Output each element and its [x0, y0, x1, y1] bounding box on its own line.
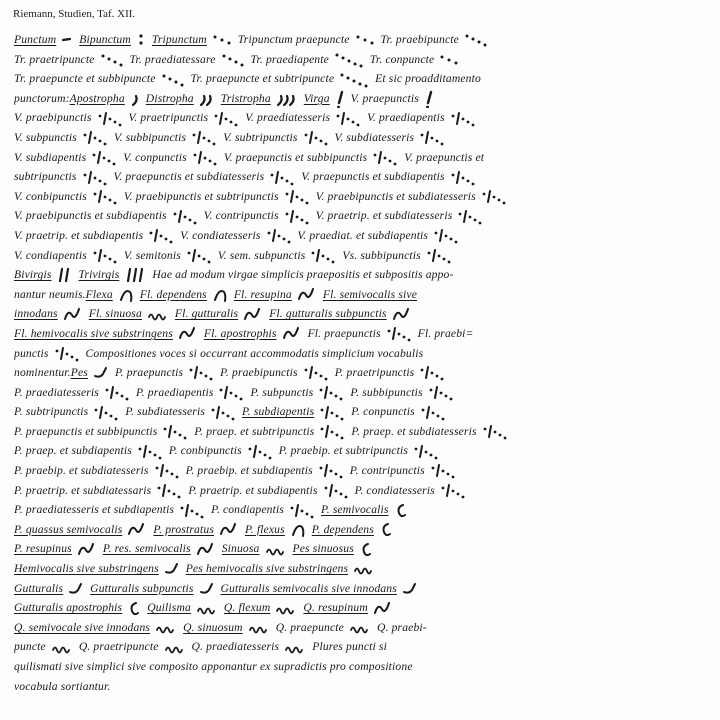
- neume-vdots-icon: [97, 110, 123, 128]
- text-line: [14, 148, 706, 168]
- term-p-prostratus: P. prostratus: [153, 522, 214, 536]
- term-trivirgis: Trivirgis: [78, 268, 120, 282]
- neume-resupina-icon: [282, 325, 302, 343]
- neume-vdots-icon: [433, 227, 459, 245]
- neume-hook-icon: [359, 541, 373, 559]
- neume-flexa-icon: [118, 286, 134, 304]
- neume-vdots-icon: [148, 227, 174, 245]
- term-tr-praebipuncte: Tr. praebipuncte: [380, 33, 459, 46]
- text-line: [14, 246, 706, 266]
- text-line: [14, 383, 706, 403]
- term-punctis: punctis: [14, 346, 49, 360]
- term-gutturalis-semivocalis-sive-innodans: Gutturalis semivocalis sive innodans: [220, 581, 397, 595]
- term-hemivocalis-sive-substringens: Hemivocalis sive substringens: [14, 562, 159, 576]
- text-line: [14, 69, 706, 89]
- term-v-praebipunctis-et-subdiapentis: V. praebipunctis et subdiapentis: [14, 209, 167, 223]
- neume-vdots-icon: [82, 169, 108, 187]
- text-line: [14, 265, 706, 285]
- term-hae-ad-modum-virgae-simplicis-praepositis-et-subpositis-appo: Hae ad modum virgae simplicis praepositis et subpositis appo-: [152, 268, 454, 282]
- term-p-praep-et-subtripunctis: P. praep. et subtripunctis: [194, 424, 315, 438]
- term-tr-praepuncte-et-subtripuncte: Tr. praepuncte et subtripuncte: [190, 72, 335, 86]
- term-tr-praediatessare: Tr. praediatessare: [129, 52, 216, 66]
- neume-resupina-icon: [196, 541, 216, 559]
- term-v-praepunctis-et-subbipunctis: V. praepunctis et subbipunctis: [223, 150, 368, 164]
- neume-dots3-icon: [439, 51, 459, 69]
- neume-flexa-icon: [290, 521, 306, 539]
- neume-resupina-icon: [178, 325, 198, 343]
- text-line: [14, 30, 706, 50]
- text-line: [14, 108, 706, 128]
- text-line: [14, 481, 706, 501]
- term-fl-dependens: Fl. dependens: [139, 287, 207, 301]
- text-line: [14, 579, 706, 599]
- term-v-praediat-et-subdiapentis: V. praediat. et subdiapentis: [297, 228, 429, 242]
- neume-vdots-icon: [420, 404, 446, 422]
- neume-table: [14, 30, 706, 696]
- term-v-sem-subpunctis: V. sem. subpunctis: [217, 248, 306, 262]
- term-puncte: puncte: [14, 640, 46, 654]
- term-v-subpunctis: V. subpunctis: [14, 130, 77, 144]
- term-apostropha: Apostropha: [69, 91, 125, 105]
- term-v-conbipunctis: V. conbipunctis: [14, 189, 87, 203]
- text-line: [14, 441, 706, 461]
- term-v-praepunctis-et-subdiapentis: V. praepunctis et subdiapentis: [301, 170, 445, 184]
- neume-wave-icon: [265, 541, 287, 559]
- neume-vdots-icon: [179, 502, 205, 520]
- term-v-praebipunctis-et-subtripunctis: V. praebipunctis et subtripunctis: [123, 189, 279, 203]
- term-innodans: innodans: [14, 307, 58, 321]
- term-pes-sinuosus: Pes sinuosus: [292, 542, 354, 556]
- term-p-resupinus: P. resupinus: [14, 542, 72, 556]
- term-q-praebi: Q. praebi-: [376, 620, 427, 634]
- neume-vdots-icon: [335, 110, 361, 128]
- term-pes: Pes: [70, 366, 88, 380]
- term-v-praebipunctis-et-subdiatesseris: V. praebipunctis et subdiatesseris: [315, 189, 476, 203]
- text-line: [14, 637, 706, 657]
- neume-vdots-icon: [192, 149, 218, 167]
- text-line: [14, 167, 706, 187]
- term-q-resupinum: Q. resupinum: [303, 601, 368, 615]
- term-gutturalis-subpunctis: Gutturalis subpunctis: [90, 581, 194, 595]
- term-v-subdiatesseris: V. subdiatesseris: [334, 130, 415, 144]
- term-p-conpunctis: P. conpunctis: [351, 405, 415, 419]
- neume-vdots-icon: [372, 149, 398, 167]
- neume-vdots-icon: [419, 364, 445, 382]
- text-line: [14, 128, 706, 148]
- term-nominentur: nominentur.: [14, 366, 71, 380]
- neume-virga-icon: [335, 90, 345, 108]
- neume-vdots-icon: [319, 423, 345, 441]
- neume-vdots-icon: [310, 247, 336, 265]
- term-distropha: Distropha: [145, 91, 194, 105]
- term-q-praepuncte: Q. praepuncte: [275, 620, 344, 634]
- neume-dots4-icon: [100, 51, 124, 69]
- text-line: [14, 618, 706, 638]
- term-p-res-semivocalis: P. res. semivocalis: [102, 542, 191, 556]
- running-head: Riemann, Studien, Taf. XII.: [13, 8, 136, 20]
- term-v-praepunctis: V. praepunctis: [350, 91, 419, 105]
- neume-pes-icon: [402, 580, 418, 598]
- term-v-contripunctis: V. contripunctis: [203, 209, 279, 223]
- term-q-sinuosum: Q. sinuosum: [183, 620, 243, 634]
- term-v-praetrip-et-subdiatesseris: V. praetrip. et subdiatesseris: [315, 209, 453, 223]
- text-line: [14, 304, 706, 324]
- text-line: [14, 344, 706, 364]
- text-line: [14, 285, 706, 305]
- neume-pes-icon: [164, 560, 180, 578]
- text-line: [14, 520, 706, 540]
- neume-vdots-icon: [54, 345, 80, 363]
- term-gutturalis: Gutturalis: [14, 581, 64, 595]
- neume-resupina-icon: [127, 521, 147, 539]
- term-p-subdiapentis: P. subdiapentis: [241, 405, 315, 419]
- neume-resupina-icon: [63, 306, 83, 324]
- term-v-praediapentis: V. praediapentis: [367, 111, 445, 125]
- term-quilismati-sive-simplici-sive-composito-apponantur-ex-supradictis-pro-compositione: quilismati sive simplici sive composito apponantur ex supradictis pro compositione: [14, 660, 413, 673]
- term-p-praediatesseris-et-subdiapentis: P. praediatesseris et subdiapentis: [14, 503, 175, 517]
- term-p-praetripunctis: P. praetripunctis: [334, 366, 415, 380]
- neume-vdots-icon: [82, 129, 108, 147]
- term-fl-resupina: Fl. resupina: [233, 287, 292, 301]
- neume-pes-icon: [199, 580, 215, 598]
- neume-vdots-icon: [319, 404, 345, 422]
- neume-wave-icon: [155, 619, 177, 637]
- neume-vdots-icon: [457, 208, 483, 226]
- neume-dash-icon: [61, 31, 73, 49]
- term-sinuosa: Sinuosa: [221, 542, 260, 556]
- term-v-praetripunctis: V. praetripunctis: [128, 111, 209, 125]
- term-quilisma: Quilisma: [147, 601, 191, 615]
- term-q-flexum: Q. flexum: [223, 601, 271, 615]
- term-v-conpunctis: V. conpunctis: [123, 150, 187, 164]
- neume-vdots-icon: [289, 502, 315, 520]
- term-p-praebip-et-subdiatesseris: P. praebip. et subdiatesseris: [14, 464, 149, 478]
- neume-vdots-icon: [482, 423, 508, 441]
- term-v-condiatesseris: V. condiatesseris: [180, 228, 261, 242]
- neume-vdots-icon: [218, 384, 244, 402]
- neume-comma3-icon: [276, 90, 298, 108]
- term-v-praepunctis-et-subdiatesseris: V. praepunctis et subdiatesseris: [113, 170, 265, 184]
- neume-vdots-icon: [386, 325, 412, 343]
- neume-vdots-icon: [318, 384, 344, 402]
- neume-vdots-icon: [266, 227, 292, 245]
- neume-vdots-icon: [419, 129, 445, 147]
- neume-resupina-icon: [392, 306, 412, 324]
- term-v-praepunctis-et: V. praepunctis et: [404, 150, 485, 164]
- neume-vdots-icon: [137, 443, 163, 461]
- term-pes-hemivocalis-sive-substringens: Pes hemivocalis sive substringens: [185, 562, 349, 576]
- neume-dots5-icon: [334, 51, 364, 69]
- neume-resupina-icon: [297, 286, 317, 304]
- neume-vdots-icon: [213, 110, 239, 128]
- term-p-quassus-semivocalis: P. quassus semivocalis: [14, 522, 123, 536]
- neume-vdots-icon: [162, 423, 188, 441]
- neume-flexa-icon: [212, 286, 228, 304]
- term-v-subtripunctis: V. subtripunctis: [223, 130, 298, 144]
- term-tr-conpuncte: Tr. conpuncte: [369, 52, 435, 66]
- term-p-praetrip-et-subdiapentis: P. praetrip. et subdiapentis: [188, 483, 318, 497]
- term-fl-gutturalis: Fl. gutturalis: [174, 307, 239, 321]
- neume-vdots-icon: [284, 208, 310, 226]
- neume-vdots-icon: [318, 462, 344, 480]
- neume-dots4-icon: [221, 51, 245, 69]
- text-line: [14, 677, 706, 697]
- term-v-praediatesseris: V. praediatesseris: [245, 111, 331, 125]
- neume-hook-icon: [127, 600, 141, 618]
- neume-wave-icon: [353, 560, 375, 578]
- term-p-praediatesseris: P. praediatesseris: [14, 385, 99, 399]
- text-line: [14, 598, 706, 618]
- term-v-condiapentis: V. condiapentis: [14, 248, 87, 262]
- text-line: [14, 422, 706, 442]
- neume-dots3-icon: [355, 31, 375, 49]
- term-p-praebip-et-subtripunctis: P. praebip. et subtripunctis: [278, 444, 409, 458]
- neume-vdots-icon: [450, 169, 476, 187]
- text-line: [14, 206, 706, 226]
- neume-vdots-icon: [481, 188, 507, 206]
- term-vs-subbipunctis: Vs. subbipunctis: [342, 248, 421, 262]
- term-p-praep-et-subdiapentis: P. praep. et subdiapentis: [14, 444, 132, 458]
- text-line: [14, 50, 706, 70]
- term-v-praebipunctis: V. praebipunctis: [14, 111, 92, 125]
- term-subtripunctis: subtripunctis: [14, 170, 77, 184]
- term-p-semivocalis: P. semivocalis: [321, 503, 389, 517]
- term-p-contripunctis: P. contripunctis: [349, 464, 425, 478]
- neume-vdots-icon: [92, 247, 118, 265]
- neume-vdots-icon: [210, 404, 236, 422]
- term-p-flexus: P. flexus: [245, 522, 285, 536]
- neume-vdots-icon: [91, 149, 117, 167]
- term-fl-praebi: Fl. praebi=: [417, 326, 474, 340]
- neume-vdots-icon: [428, 384, 454, 402]
- term-p-condiatesseris: P. condiatesseris: [354, 483, 435, 497]
- neume-wave-icon: [147, 306, 169, 324]
- term-et-sic-proadditamento: Et sic proadditamento: [375, 72, 481, 86]
- term-punctum: Punctum: [14, 33, 57, 46]
- term-fl-apostrophis: Fl. apostrophis: [203, 326, 277, 340]
- neume-dots4-icon: [464, 31, 488, 49]
- neume-colon-icon: [136, 31, 146, 49]
- term-q-semivocale-sive-innodans: Q. semivocale sive innodans: [14, 620, 151, 634]
- text-line: [14, 559, 706, 579]
- term-q-praediatesseris: Q. praediatesseris: [191, 640, 280, 654]
- term-tr-praediapente: Tr. praediapente: [250, 52, 329, 66]
- term-q-praetripuncte: Q. praetripuncte: [78, 640, 159, 654]
- term-gutturalis-apostrophis: Gutturalis apostrophis: [14, 601, 123, 615]
- neume-vdots-icon: [430, 462, 456, 480]
- neume-pes-icon: [68, 580, 84, 598]
- term-p-subbipunctis: P. subbipunctis: [350, 385, 423, 399]
- term-tr-praepuncte-et-subbipuncte: Tr. praepuncte et subbipuncte: [14, 72, 156, 86]
- term-p-dependens: P. dependens: [311, 522, 374, 536]
- neume-vdots-icon: [186, 247, 212, 265]
- neume-vdots-icon: [154, 462, 180, 480]
- term-p-praebip-et-subdiapentis: P. praebip. et subdiapentis: [185, 464, 313, 478]
- term-punctorum: punctorum:: [14, 91, 70, 105]
- term-fl-gutturalis-subpunctis: Fl. gutturalis subpunctis: [269, 307, 387, 321]
- neume-comma2-icon: [199, 90, 215, 108]
- text-line: [14, 363, 706, 383]
- term-fl-hemivocalis-sive-substringens: Fl. hemivocalis sive substringens: [14, 326, 173, 340]
- term-tripunctum: Tripunctum: [151, 33, 207, 46]
- neume-vdots-icon: [269, 169, 295, 187]
- term-p-conbipunctis: P. conbipunctis: [168, 444, 242, 458]
- neume-wave-icon: [196, 600, 218, 618]
- term-tr-praetripuncte: Tr. praetripuncte: [14, 52, 95, 66]
- term-p-praep-et-subdiatesseris: P. praep. et subdiatesseris: [351, 424, 477, 438]
- term-virga: Virga: [303, 91, 330, 105]
- neume-vdots-icon: [450, 110, 476, 128]
- term-compositiones-voces-si-occurrant-accommodatis-simplicium-vocabulis: Compositiones voces si occurrant accommodatis simplicium vocabulis: [85, 346, 424, 360]
- neume-resupina-icon: [219, 521, 239, 539]
- term-p-subpunctis: P. subpunctis: [250, 385, 314, 399]
- neume-vdots-icon: [93, 404, 119, 422]
- neume-dots4-icon: [161, 71, 185, 89]
- neume-vdots-icon: [104, 384, 130, 402]
- neume-vdots-icon: [92, 188, 118, 206]
- neume-vdots-icon: [440, 482, 466, 500]
- term-bivirgis: Bivirgis: [14, 268, 52, 282]
- neume-pes-icon: [93, 364, 109, 382]
- neume-hook-icon: [394, 502, 408, 520]
- neume-comma1-icon: [130, 90, 140, 108]
- neume-wave-icon: [284, 639, 306, 657]
- term-plures-puncti-si: Plures puncti si: [312, 640, 387, 654]
- neume-bivirga-icon: [56, 266, 72, 284]
- term-flexa: Flexa: [85, 287, 113, 301]
- neume-hook-icon: [379, 521, 393, 539]
- text-line: [14, 500, 706, 520]
- term-bipunctum: Bipunctum: [79, 33, 131, 46]
- neume-wave-icon: [164, 639, 186, 657]
- neume-vdots-icon: [413, 443, 439, 461]
- neume-wave-icon: [51, 639, 73, 657]
- term-fl-sinuosa: Fl. sinuosa: [88, 307, 142, 321]
- neume-wave-icon: [349, 619, 371, 637]
- text-line: [14, 539, 706, 559]
- neume-vdots-icon: [247, 443, 273, 461]
- neume-dots3-icon: [212, 31, 232, 49]
- neume-vdots-icon: [426, 247, 452, 265]
- term-p-praepunctis-et-subbipunctis: P. praepunctis et subbipunctis: [14, 424, 158, 438]
- term-fl-semivocalis-sive: Fl. semivocalis sive: [322, 287, 417, 301]
- term-p-praediapentis: P. praediapentis: [135, 385, 214, 399]
- text-line: [14, 324, 706, 344]
- text-line: [14, 402, 706, 422]
- text-line: [14, 657, 706, 677]
- neume-vdots-icon: [172, 208, 198, 226]
- term-tristropha: Tristropha: [220, 91, 271, 105]
- term-v-subdiapentis: V. subdiapentis: [14, 150, 87, 164]
- neume-wave-icon: [248, 619, 270, 637]
- term-p-praebipunctis: P. praebipunctis: [220, 366, 298, 380]
- term-p-condiapentis: P. condiapentis: [211, 503, 284, 517]
- neume-vdots-icon: [303, 129, 329, 147]
- term-vocabula-sortiantur: vocabula sortiantur.: [14, 679, 111, 693]
- term-p-subtripunctis: P. subtripunctis: [14, 405, 89, 419]
- neume-vdots-icon: [156, 482, 182, 500]
- term-p-praepunctis: P. praepunctis: [114, 366, 184, 380]
- term-v-semitonis: V. semitonis: [123, 248, 181, 262]
- text-line: [14, 461, 706, 481]
- text-line: [14, 226, 706, 246]
- neume-resupina-icon: [243, 306, 263, 324]
- term-p-subdiatesseris: P. subdiatesseris: [125, 405, 205, 419]
- term-p-praetrip-et-subdiatessaris: P. praetrip. et subdiatessaris: [14, 483, 152, 497]
- term-tripunctum-praepuncte: Tripunctum praepuncte: [237, 33, 350, 46]
- text-line: [14, 187, 706, 207]
- neume-vdots-icon: [188, 364, 214, 382]
- neume-vdots-icon: [191, 129, 217, 147]
- neume-vdots-icon: [303, 364, 329, 382]
- term-v-subbipunctis: V. subbipunctis: [113, 130, 187, 144]
- term-v-praetrip-et-subdiapentis: V. praetrip. et subdiapentis: [14, 228, 144, 242]
- term-fl-praepunctis: Fl. praepunctis: [307, 326, 381, 340]
- term-nantur-neumis: nantur neumis.: [14, 287, 86, 301]
- neume-wave-icon: [275, 600, 297, 618]
- neume-vdots-icon: [323, 482, 349, 500]
- neume-virga-icon: [424, 90, 434, 108]
- neume-vdots-icon: [284, 188, 310, 206]
- text-line: [14, 89, 706, 109]
- neume-resupina-icon: [373, 600, 393, 618]
- neume-trivirga-icon: [124, 266, 146, 284]
- neume-resupina-icon: [77, 541, 97, 559]
- neume-dots5-icon: [339, 71, 369, 89]
